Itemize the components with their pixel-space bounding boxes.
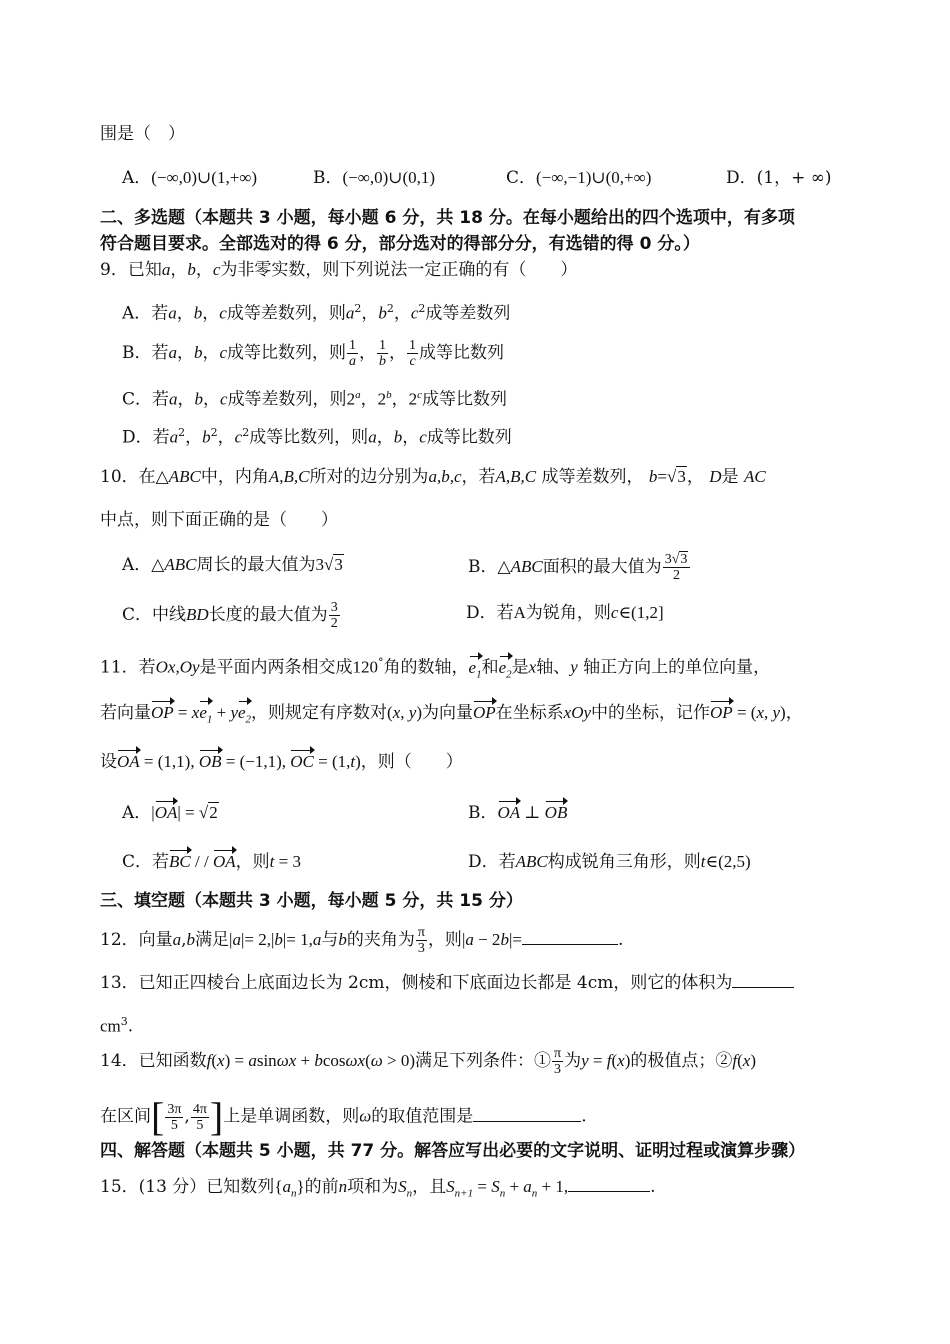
q10-stem-cont: 中点，则下面正确的是（ ） xyxy=(100,510,338,530)
q9-stem: 9．已知a，b，c为非零实数，则下列说法一定正确的有（ ） xyxy=(100,260,578,280)
q9-option-b: B．若a，b，c成等比数列，则 $\frac{1}{a}$ ， $\frac{1}{b}$ ， $\frac{1}{c}$ 成等比数列 xyxy=(122,338,505,369)
q8-option-a: A．(−∞,0)∪(1,+∞) xyxy=(122,168,258,188)
q12-stem: 12．向量a,b满足|a|= 2,|b|= 1,a与b的夹角为 $\frac{\pi}{3}$ ，则|a − 2b|= . xyxy=(100,925,624,956)
q11-stem-cont2: 设OA = (1,1), OB = (−1,1), OC = (1,t)，则（ ） xyxy=(100,749,463,775)
section4-heading: 四、解答题（本题共 5 小题，共 77 分。解答应写出必要的文字说明、证明过程或演算步骤） xyxy=(100,1141,806,1161)
q10-option-b: B．△ABC面积的最大值为 $\frac{3√3}{2}$ xyxy=(468,552,691,583)
q11-option-d: D．若ABC构成锐角三角形，则t∈(2,5) xyxy=(468,852,751,872)
q11-stem: 11．若Ox,Oy是平面内两条相交成120°角的数轴，$e_1$和$e_2$是x轴、y 轴正方向上的单位向量， xyxy=(100,650,770,687)
q15-stem: 15．(13 分）已知数列$\{a_n\}$的前n项和为$S_n$，且$S_{n+1} = S_n + a_n + 1$, . xyxy=(100,1177,656,1200)
q8-stem-tail: 围是（ ） xyxy=(100,124,185,144)
section3-heading: 三、填空题（本题共 3 小题，每小题 5 分，共 15 分） xyxy=(100,891,523,911)
q11-option-b: B．OA ⊥ OB xyxy=(468,800,567,826)
q11-stem-cont: 若向量OP = $xe_1 + ye_2$，则规定有序数对(x, y)为向量OP在坐标系xOy中的坐标，记作OP = (x, y)， xyxy=(100,700,803,732)
q9-option-a: A．若a，b，c成等差数列，则$a^2$，$b^2$，$c^2$成等差数列 xyxy=(122,302,511,324)
q10-option-d: D．若A为锐角，则c∈(1,2] xyxy=(466,603,664,623)
q9-option-d: D．若$a^2$，$b^2$，$c^2$成等比数列，则a，b，c成等比数列 xyxy=(122,426,512,448)
q14-stem: 14．已知函数f(x) = asinωx + bcosωx(ω > 0)满足下列条件：① $\frac{\pi}{3}$ 为y = f(x)的极值点；②f(x) xyxy=(100,1046,756,1077)
q14-stem-cont: 在区间[ $\frac{3\pi}{5}$ , $\frac{4\pi}{5}$ ]上是单调函数，则ω的取值范围是 . xyxy=(100,1094,587,1139)
q10-option-a: A．△ABC周长的最大值为3√3 xyxy=(122,555,343,575)
q10-option-c: C．中线BD长度的最大值为 $\frac{3}{2}$ xyxy=(122,600,338,631)
q8-option-c: C．(−∞,−1)∪(0,+∞) xyxy=(506,168,652,188)
section2-heading-cont: 符合题目要求。全部选对的得 6 分，部分选对的得部分分，有选错的得 0 分。） xyxy=(100,234,700,254)
q8-option-d: D．(1，+ ∞) xyxy=(726,168,832,188)
q10-stem: 10．在△ABC中，内角A,B,C所对的边分别为a,b,c，若A,B,C 成等差数列， b=√3， D是 AC xyxy=(100,467,766,487)
section2-heading: 二、多选题（本题共 3 小题，每小题 6 分，共 18 分。在每小题给出的四个选项中，有多项 xyxy=(100,208,795,228)
q11-option-c: C．若BC / / OA，则t = 3 xyxy=(122,849,301,875)
q9-option-c: C．若a，b，c成等差数列，则2$^a$，2$^b$，2$^c$成等比数列 xyxy=(122,389,507,410)
q11-option-a: A．|OA| = √2 xyxy=(122,800,219,826)
q8-option-b: B．(−∞,0)∪(0,1) xyxy=(313,168,436,188)
q13-stem: 13．已知正四棱台上底面边长为 2cm，侧棱和下底面边长都是 4cm，则它的体积为 xyxy=(100,970,794,996)
q13-stem-cont: $cm^3$. xyxy=(100,1015,134,1037)
